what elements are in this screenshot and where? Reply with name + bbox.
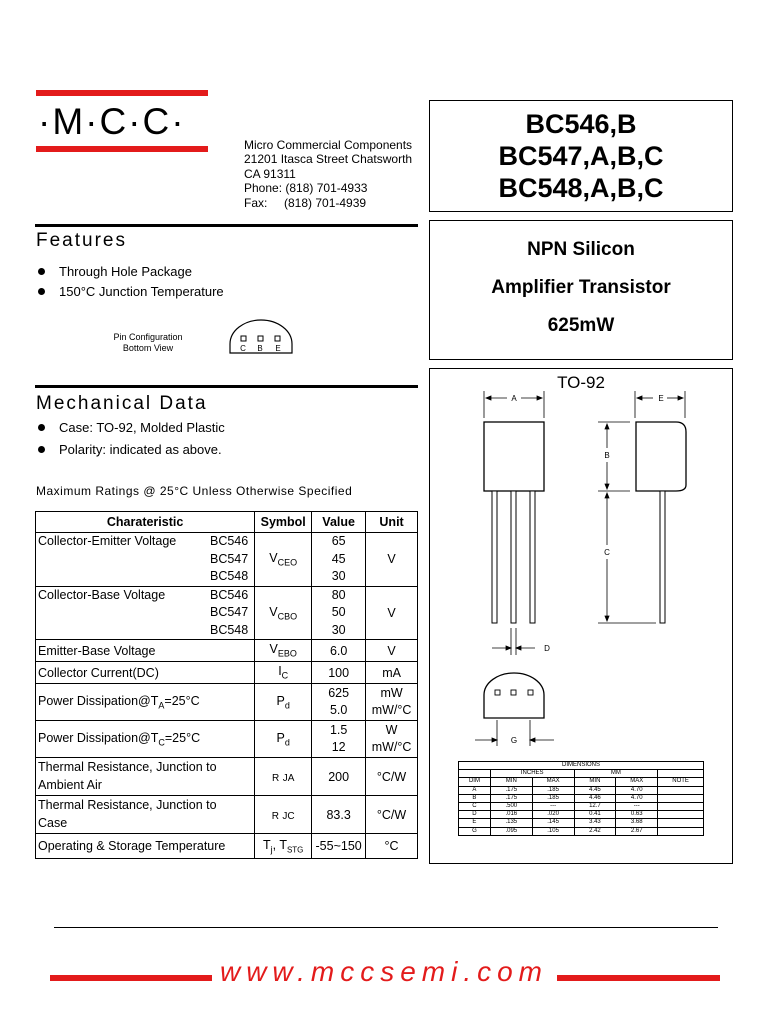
desc-line-1: NPN Silicon xyxy=(527,239,635,260)
footer-url[interactable]: www.mccsemi.com xyxy=(219,956,548,987)
unit-cell: °C/W xyxy=(366,796,418,834)
symbol-sub: STG xyxy=(286,845,304,855)
char-cell xyxy=(36,533,255,587)
symbol-sub: d xyxy=(284,700,290,711)
symbol-cell xyxy=(255,684,312,721)
dims-blank xyxy=(459,770,491,778)
char-cell xyxy=(36,796,255,834)
dim-label-b: B xyxy=(604,451,610,460)
unit-cell xyxy=(366,684,418,721)
char-cell xyxy=(36,758,255,796)
value: 45 xyxy=(331,551,346,566)
char-text: Power Dissipation@T xyxy=(38,693,159,708)
symbol-main: P xyxy=(276,730,285,745)
dims-cell: 4.70 xyxy=(616,794,658,802)
value: 5.0 xyxy=(329,703,348,717)
part-bc548: BC548,A,B,C xyxy=(498,173,664,203)
symbol-main: I xyxy=(278,664,282,679)
dims-cell: 2.67 xyxy=(616,827,658,835)
unit-cell: V xyxy=(366,586,418,640)
dims-cell: .185 xyxy=(532,794,574,802)
part-bc547: BC547,A,B,C xyxy=(498,141,664,171)
sub-part: BC546 xyxy=(209,587,249,602)
unit-cell: mA xyxy=(366,662,418,684)
dims-cell: B xyxy=(459,794,491,802)
part-bc546: BC546,B xyxy=(525,109,637,139)
table-row xyxy=(36,662,418,684)
symbol-sub: JC xyxy=(282,810,295,822)
company-phone: Phone: (818) 701-4933 xyxy=(244,181,368,196)
value-cell: -55~150 xyxy=(312,834,366,859)
dims-cell xyxy=(658,811,704,819)
symbol-sub: EBO xyxy=(277,648,297,659)
side-body xyxy=(636,422,686,491)
dims-row xyxy=(459,794,704,802)
bullet-dot xyxy=(38,424,45,431)
value: 1.5 xyxy=(329,722,348,737)
logo-bottom-bar xyxy=(36,146,208,152)
table-row xyxy=(36,721,418,758)
symbol-cell xyxy=(255,796,312,834)
dims-cell: .145 xyxy=(532,819,574,827)
symbol-sub: d xyxy=(284,737,290,748)
dims-header: MAX xyxy=(616,778,658,786)
part-number-box xyxy=(429,100,733,212)
footer-rule xyxy=(54,927,718,928)
package-drawing xyxy=(430,390,732,760)
symbol-main: P xyxy=(276,693,285,708)
pin-e-label: E xyxy=(275,344,281,353)
dims-cell: .020 xyxy=(532,811,574,819)
unit-cell: V xyxy=(366,640,418,662)
char-text: Collector-Emitter Voltage xyxy=(38,534,177,548)
dims-cell: .175 xyxy=(490,794,532,802)
front-body xyxy=(484,422,544,491)
ratings-table xyxy=(35,511,418,859)
dims-cell xyxy=(658,786,704,794)
value-cell: 6.0 xyxy=(312,640,366,662)
char-text: =25°C xyxy=(164,693,200,708)
table-row xyxy=(36,586,418,640)
mechanical-item-label: Polarity: indicated as above. xyxy=(59,442,222,457)
dims-cell: 0.63 xyxy=(616,811,658,819)
char-text: Collector-Base Voltage xyxy=(38,587,166,602)
dims-cell: .016 xyxy=(490,811,532,819)
dims-title: DIMENSIONS xyxy=(459,762,704,770)
dims-cell: .175 xyxy=(490,786,532,794)
feature-item-label: Through Hole Package xyxy=(59,264,192,279)
value-cell xyxy=(312,586,366,640)
char-sub: A xyxy=(158,700,165,711)
value-cell xyxy=(312,533,366,587)
char-cell xyxy=(36,586,255,640)
unit: W xyxy=(385,722,398,737)
char-cell: Operating & Storage Temperature xyxy=(36,834,255,859)
sub-part: BC547 xyxy=(209,605,249,619)
dims-cell: A xyxy=(459,786,491,794)
value: 65 xyxy=(331,534,346,548)
mechanical-item xyxy=(38,420,225,435)
symbol-cell xyxy=(255,834,312,859)
company-city: CA 91311 xyxy=(244,166,296,181)
dim-label-d: D xyxy=(544,644,550,653)
symbol-main: R xyxy=(271,772,280,784)
dims-header: MAX xyxy=(532,778,574,786)
symbol-main: , T xyxy=(272,837,287,852)
dims-group-mm: MM xyxy=(574,770,658,778)
unit-cell: °C/W xyxy=(366,758,418,796)
company-fax: Fax: (818) 701-4939 xyxy=(244,195,367,210)
feature-item xyxy=(38,284,224,299)
desc-line-3: 625mW xyxy=(547,315,615,336)
char-text: Power Dissipation@T xyxy=(38,730,159,745)
dims-cell: --- xyxy=(532,802,574,810)
dims-group-row xyxy=(459,770,704,778)
dims-cell: .095 xyxy=(490,827,532,835)
symbol-main: T xyxy=(262,837,271,852)
dims-cell: D xyxy=(459,811,491,819)
dims-cell: 4.70 xyxy=(616,786,658,794)
logo-top-bar xyxy=(36,90,208,96)
feature-item-label: 150°C Junction Temperature xyxy=(59,284,224,299)
value: 12 xyxy=(331,740,346,754)
dims-row xyxy=(459,827,704,835)
side-lead xyxy=(660,491,665,623)
features-heading: Features xyxy=(36,230,127,251)
dims-cell xyxy=(658,827,704,835)
table-row xyxy=(36,684,418,721)
desc-line-2: Amplifier Transistor xyxy=(491,277,671,298)
dims-cell xyxy=(658,819,704,827)
dimensions-table xyxy=(458,761,704,836)
mechanical-rule xyxy=(35,385,418,388)
dims-row xyxy=(459,819,704,827)
symbol-main: V xyxy=(269,604,278,619)
unit-cell xyxy=(366,721,418,758)
pin-b-label: B xyxy=(257,344,263,353)
dims-header: MIN xyxy=(490,778,532,786)
dim-label-e: E xyxy=(658,394,664,403)
dim-d xyxy=(492,628,535,655)
sub-part: BC547 xyxy=(209,551,249,566)
dims-group-inches: INCHES xyxy=(490,770,574,778)
sub-parts xyxy=(210,533,252,586)
dim-label-c: C xyxy=(604,548,610,557)
symbol-sub: JA xyxy=(282,772,295,784)
char-cell: Emitter-Base Voltage xyxy=(36,640,255,662)
table-header-row xyxy=(36,512,418,533)
char-cell xyxy=(36,721,255,758)
value-cell xyxy=(312,721,366,758)
dims-cell: 0.41 xyxy=(574,811,616,819)
logo: ·M·C·C· xyxy=(38,101,186,142)
dims-header: MIN xyxy=(574,778,616,786)
dims-cell: .135 xyxy=(490,819,532,827)
dims-cell: 12.7 xyxy=(574,802,616,810)
dims-cell: .105 xyxy=(532,827,574,835)
dims-header-row xyxy=(459,778,704,786)
features-rule xyxy=(35,224,418,227)
value: 30 xyxy=(331,569,346,583)
symbol-cell xyxy=(255,640,312,662)
sub-parts xyxy=(210,587,252,640)
unit: mW xyxy=(380,685,403,700)
pin-c-label: C xyxy=(240,344,246,353)
dims-blank xyxy=(658,770,704,778)
value: 30 xyxy=(331,622,346,637)
header-unit: Unit xyxy=(366,512,418,533)
company-info xyxy=(244,138,412,210)
dims-cell: 2.42 xyxy=(574,827,616,835)
symbol-cell xyxy=(255,533,312,587)
value-cell: 83.3 xyxy=(312,796,366,834)
symbol-main: R xyxy=(271,810,279,822)
symbol-sub: C xyxy=(281,670,289,681)
unit-cell: °C xyxy=(366,834,418,859)
header-value: Value xyxy=(312,512,366,533)
package-name: TO-92 xyxy=(557,373,605,392)
dim-label-g: G xyxy=(510,736,518,745)
pin-config-sublabel: Bottom View xyxy=(122,343,174,353)
company-name: Micro Commercial Components xyxy=(244,138,413,152)
header-symbol: Symbol xyxy=(255,512,312,533)
bullet-dot xyxy=(38,268,45,275)
bullet-dot xyxy=(38,288,45,295)
symbol-cell xyxy=(255,662,312,684)
char-text: Ambient Air xyxy=(38,777,102,792)
dims-row xyxy=(459,811,704,819)
char-text: =25°C xyxy=(164,730,201,745)
char-text: Thermal Resistance, Junction to xyxy=(38,798,217,812)
value: 625 xyxy=(328,685,350,700)
unit: mW/°C xyxy=(371,703,412,717)
dims-header: NOTE xyxy=(658,778,704,786)
dims-cell: 3.68 xyxy=(616,819,658,827)
symbol-sub: j xyxy=(270,844,273,855)
bullet-dot xyxy=(38,446,45,453)
value-cell xyxy=(312,684,366,721)
ratings-title: Maximum Ratings @ 25°C Unless Otherwise Specified xyxy=(36,484,353,498)
value: 80 xyxy=(331,587,346,602)
description-box xyxy=(429,220,733,360)
value: 50 xyxy=(331,605,346,619)
symbol-cell xyxy=(255,586,312,640)
char-cell xyxy=(36,684,255,721)
front-leads xyxy=(492,491,535,623)
pin-config-label: Pin Configuration xyxy=(113,332,183,342)
char-cell: Collector Current(DC) xyxy=(36,662,255,684)
header-characteristic: Charateristic xyxy=(36,512,255,533)
dims-cell: .185 xyxy=(532,786,574,794)
char-sub: C xyxy=(158,737,165,748)
dims-cell: E xyxy=(459,819,491,827)
dims-cell: 4.46 xyxy=(574,794,616,802)
feature-item xyxy=(38,264,192,279)
dims-cell: G xyxy=(459,827,491,835)
symbol-sub: CBO xyxy=(277,611,298,621)
unit-cell: V xyxy=(366,533,418,587)
dims-title-row xyxy=(459,762,704,770)
char-text: Case xyxy=(38,815,68,830)
dims-header: DIM xyxy=(459,778,491,786)
dims-cell: 4.45 xyxy=(574,786,616,794)
char-text: Thermal Resistance, Junction to xyxy=(38,760,217,774)
dim-label-a: A xyxy=(511,394,517,403)
dims-row xyxy=(459,802,704,810)
dims-cell: C xyxy=(459,802,491,810)
sub-part: BC548 xyxy=(209,622,249,637)
company-street: 21201 Itasca Street Chatsworth xyxy=(244,152,413,167)
mechanical-heading: Mechanical Data xyxy=(36,393,208,414)
dims-cell: 3.43 xyxy=(574,819,616,827)
dims-cell xyxy=(658,794,704,802)
sub-part: BC548 xyxy=(209,569,249,583)
table-row xyxy=(36,758,418,796)
dims-cell: .500 xyxy=(490,802,532,810)
dims-cell xyxy=(658,802,704,810)
symbol-cell xyxy=(255,758,312,796)
symbol-cell xyxy=(255,721,312,758)
table-row xyxy=(36,834,418,859)
value-cell: 100 xyxy=(312,662,366,684)
unit: mW/°C xyxy=(371,740,412,754)
table-row xyxy=(36,640,418,662)
bottom-view xyxy=(484,673,544,718)
mechanical-item xyxy=(38,442,222,457)
pin-config-diagram xyxy=(226,316,296,358)
symbol-main: V xyxy=(269,642,278,657)
dims-row xyxy=(459,786,704,794)
table-row xyxy=(36,796,418,834)
mechanical-item-label: Case: TO-92, Molded Plastic xyxy=(59,420,225,435)
symbol-sub: CEO xyxy=(277,557,298,568)
symbol-main: V xyxy=(269,551,278,565)
table-row xyxy=(36,533,418,587)
value-cell: 200 xyxy=(312,758,366,796)
sub-part: BC546 xyxy=(209,534,249,548)
dims-cell: --- xyxy=(616,802,658,810)
